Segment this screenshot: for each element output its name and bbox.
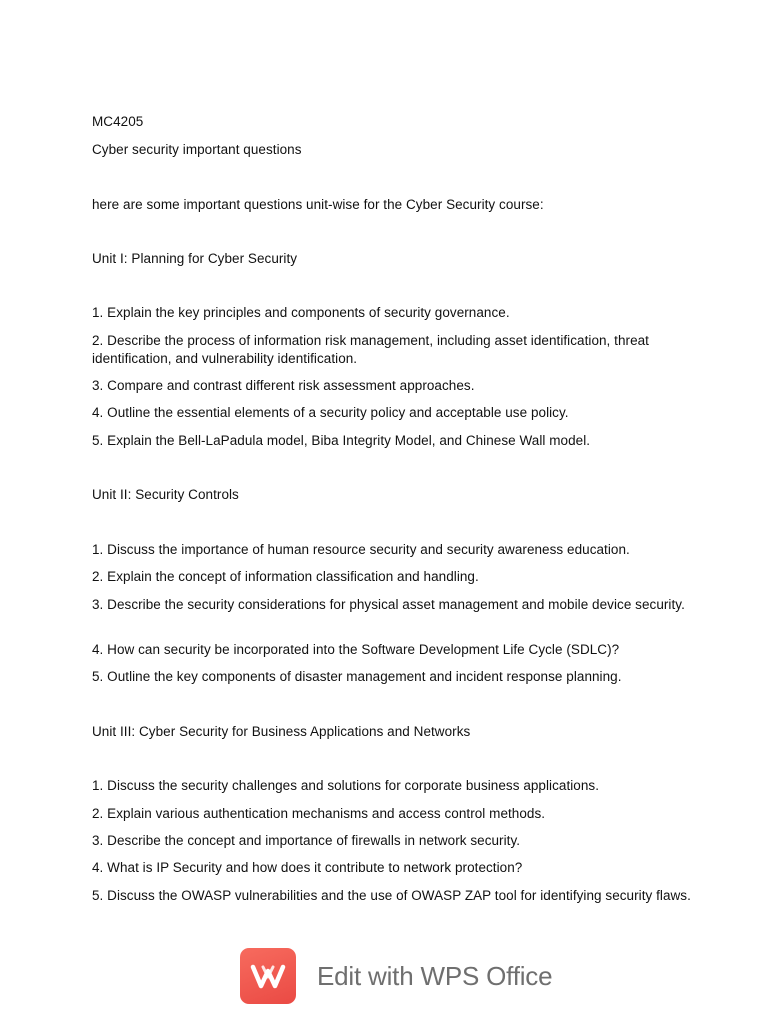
unit-1-question-2: 2. Describe the process of information risk management, including asset identification, threat identification, and vulnerability identification. <box>92 333 649 366</box>
unit-2-question-3: 3. Describe the security considerations for physical asset management and mobile device security. <box>92 597 685 612</box>
intro-text: here are some important questions unit-wise for the Cyber Security course: <box>92 197 544 212</box>
unit-3-question-2: 2. Explain various authentication mechanisms and access control methods. <box>92 806 546 821</box>
unit-2-question-2: 2. Explain the concept of information classification and handling. <box>92 569 479 584</box>
unit-2-title: Unit II: Security Controls <box>92 487 239 502</box>
unit-3-question-1: 1. Discuss the security challenges and solutions for corporate business applications. <box>92 778 600 793</box>
unit-2-question-4: 4. How can security be incorporated into the Software Development Life Cycle (SDLC)? <box>92 642 620 657</box>
unit-1-question-4: 4. Outline the essential elements of a security policy and acceptable use policy. <box>92 405 569 420</box>
course-code: MC4205 <box>92 114 144 129</box>
unit-1-question-3: 3. Compare and contrast different risk assessment approaches. <box>92 378 475 393</box>
unit-3-question-4: 4. What is IP Security and how does it contribute to network protection? <box>92 860 523 875</box>
unit-2-question-1: 1. Discuss the importance of human resource security and security awareness education. <box>92 542 630 557</box>
unit-3-question-3: 3. Describe the concept and importance of firewalls in network security. <box>92 833 521 848</box>
unit-2-question-5: 5. Outline the key components of disaster management and incident response planning. <box>92 669 622 684</box>
wps-logo-icon <box>240 948 296 1004</box>
unit-3-title: Unit III: Cyber Security for Business Applications and Networks <box>92 724 471 739</box>
document-subtitle: Cyber security important questions <box>92 142 302 157</box>
wps-watermark-text: Edit with WPS Office <box>317 960 553 991</box>
unit-1-question-1: 1. Explain the key principles and components of security governance. <box>92 305 510 320</box>
unit-1-question-5: 5. Explain the Bell-LaPadula model, Biba Integrity Model, and Chinese Wall model. <box>92 433 591 448</box>
wps-watermark[interactable] <box>240 948 552 1004</box>
unit-1-title: Unit I: Planning for Cyber Security <box>92 251 298 266</box>
unit-3-question-5: 5. Discuss the OWASP vulnerabilities and the use of OWASP ZAP tool for identifying security flaws. <box>92 888 691 903</box>
